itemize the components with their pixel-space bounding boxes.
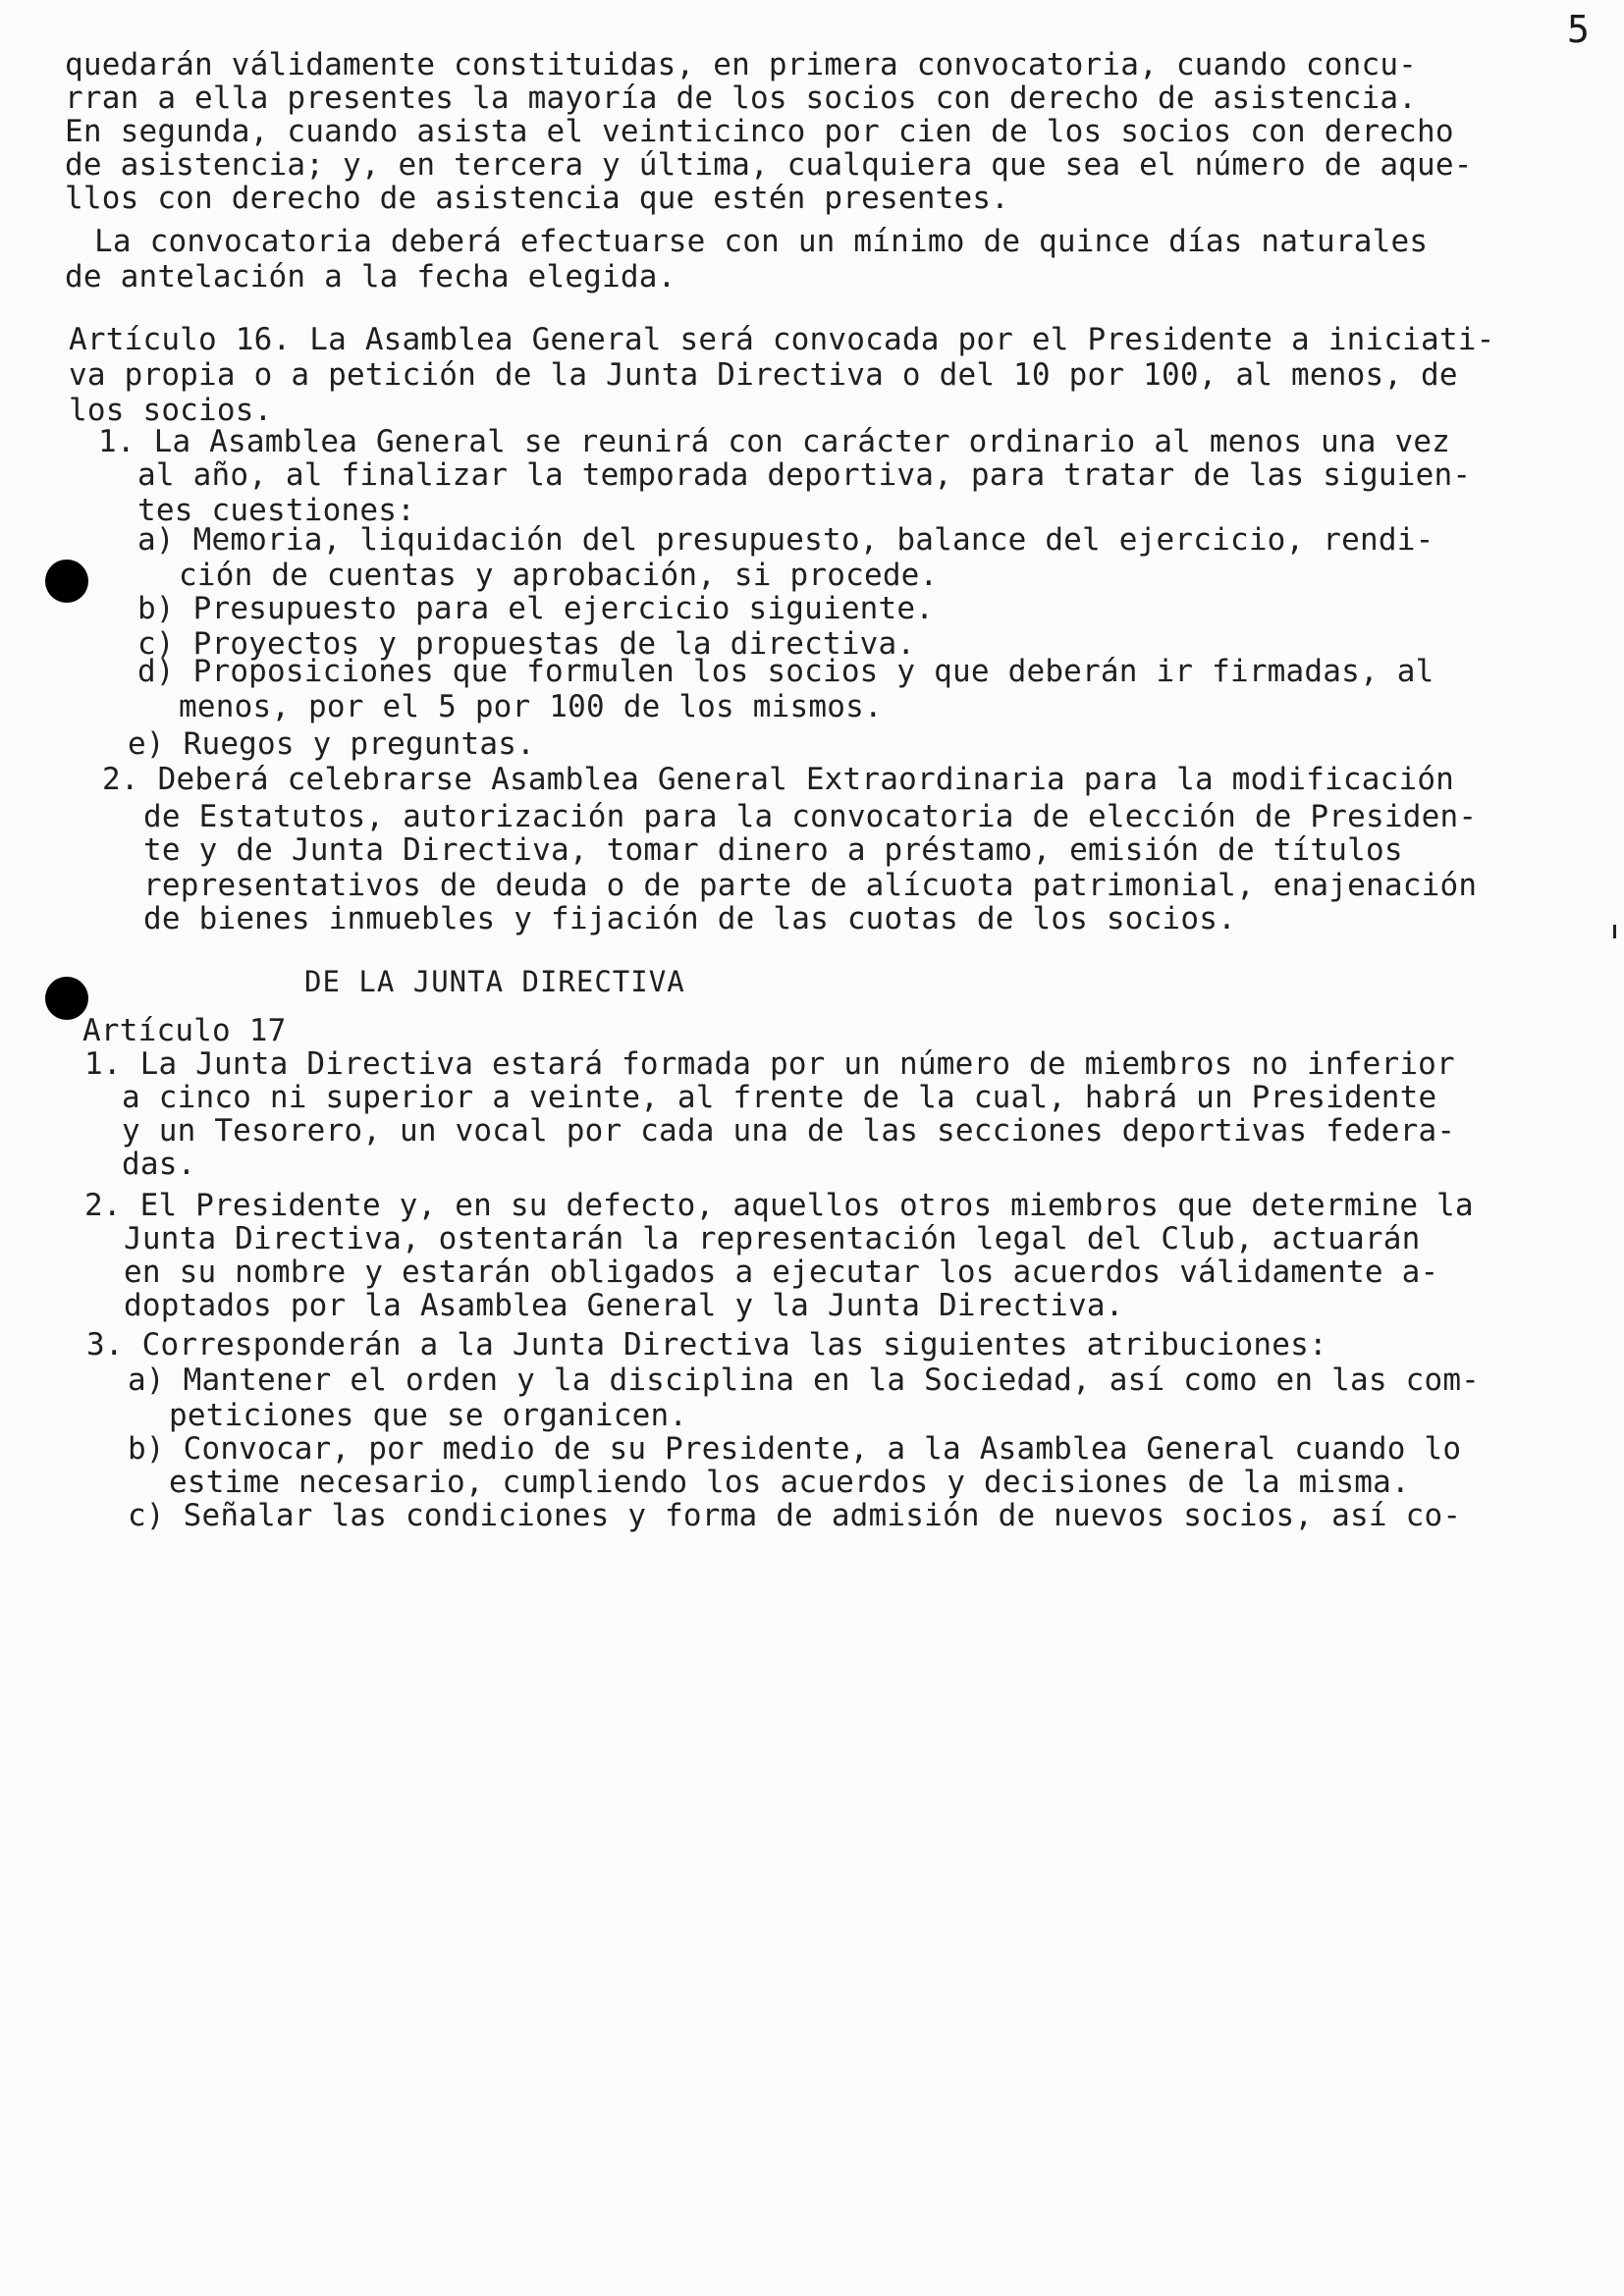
- text-line: te y de Junta Directiva, tomar dinero a préstamo, emisión de títulos: [143, 832, 1403, 868]
- text-line: al año, al finalizar la temporada deportiva, para tratar de las siguien-: [137, 457, 1472, 493]
- section-heading: DE LA JUNTA DIRECTIVA: [304, 965, 685, 998]
- text-line: en su nombre y estarán obligados a ejecutar los acuerdos válidamente a-: [124, 1255, 1439, 1290]
- text-line: doptados por la Asamblea General y la Junta Directiva.: [124, 1288, 1124, 1323]
- text-line: va propia o a petición de la Junta Directiva o del 10 por 100, al menos, de: [69, 357, 1458, 393]
- text-line: rran a ella presentes la mayoría de los socios con derecho de asistencia.: [65, 80, 1418, 116]
- text-line: Junta Directiva, ostentarán la representación legal del Club, actuarán: [124, 1221, 1421, 1256]
- text-line: 2. El Presidente y, en su defecto, aquellos otros miembros que determine la: [84, 1188, 1474, 1223]
- list-item: d) Proposiciones que formulen los socios y que deberán ir firmadas, al: [137, 654, 1435, 689]
- text-line: representativos de deuda o de parte de alícuota patrimonial, enajenación: [143, 868, 1478, 903]
- text-line: llos con derecho de asistencia que estén presentes.: [65, 181, 1010, 216]
- text-line: de antelación a la fecha elegida.: [65, 259, 677, 294]
- text-line: y un Tesorero, un vocal por cada una de las secciones deportivas federa-: [122, 1113, 1456, 1148]
- margin-mark: [1613, 925, 1616, 938]
- article-heading-17: Artículo 17: [82, 1013, 287, 1048]
- text-line: En segunda, cuando asista el veinticinco por cien de los socios con derecho: [65, 114, 1454, 149]
- text-line: tes cuestiones:: [137, 493, 415, 528]
- text-line: 3. Corresponderán a la Junta Directiva las siguientes atribuciones:: [86, 1327, 1327, 1362]
- text-line: de bienes inmuebles y fijación de las cuotas de los socios.: [143, 901, 1236, 936]
- text-line: quedarán válidamente constituidas, en primera convocatoria, cuando concu-: [65, 47, 1418, 82]
- text-line: peticiones que se organicen.: [169, 1398, 688, 1433]
- text-line: 1. La Asamblea General se reunirá con carácter ordinario al menos una vez: [98, 424, 1451, 459]
- text-line: 1. La Junta Directiva estará formada por un número de miembros no inferior: [84, 1046, 1455, 1082]
- list-item: c) Señalar las condiciones y forma de admisión de nuevos socios, así co-: [128, 1498, 1462, 1533]
- text-line: 2. Deberá celebrarse Asamblea General Extraordinaria para la modificación: [102, 762, 1455, 797]
- text-line: La convocatoria deberá efectuarse con un mínimo de quince días naturales: [94, 224, 1429, 259]
- text-line: das.: [122, 1147, 196, 1182]
- page-number: 5: [1567, 8, 1590, 51]
- list-item: a) Mantener el orden y la disciplina en la Sociedad, así como en las com-: [128, 1362, 1481, 1398]
- text-line: de asistencia; y, en tercera y última, cualquiera que sea el número de aque-: [65, 147, 1473, 183]
- list-item: b) Presupuesto para el ejercicio siguiente.: [137, 591, 935, 626]
- text-line: estime necesario, cumpliendo los acuerdos y decisiones de la misma.: [169, 1465, 1410, 1500]
- punch-hole-mark: [45, 560, 88, 603]
- text-line: ción de cuentas y aprobación, si procede.: [179, 558, 939, 593]
- article-heading-16: Artículo 16. La Asamblea General será convocada por el Presidente a iniciati-: [69, 322, 1495, 357]
- text-line: a cinco ni superior a veinte, al frente de la cual, habrá un Presidente: [122, 1080, 1437, 1115]
- list-item: e) Ruegos y preguntas.: [128, 726, 535, 762]
- text-line: menos, por el 5 por 100 de los mismos.: [179, 689, 883, 724]
- list-item: a) Memoria, liquidación del presupuesto, balance del ejercicio, rendi-: [137, 522, 1435, 558]
- text-line: los socios.: [69, 393, 273, 428]
- text-line: de Estatutos, autorización para la convocatoria de elección de Presiden-: [143, 799, 1478, 834]
- list-item: c) Proyectos y propuestas de la directiva.: [137, 626, 916, 662]
- list-item: b) Convocar, por medio de su Presidente, a la Asamblea General cuando lo: [128, 1431, 1462, 1467]
